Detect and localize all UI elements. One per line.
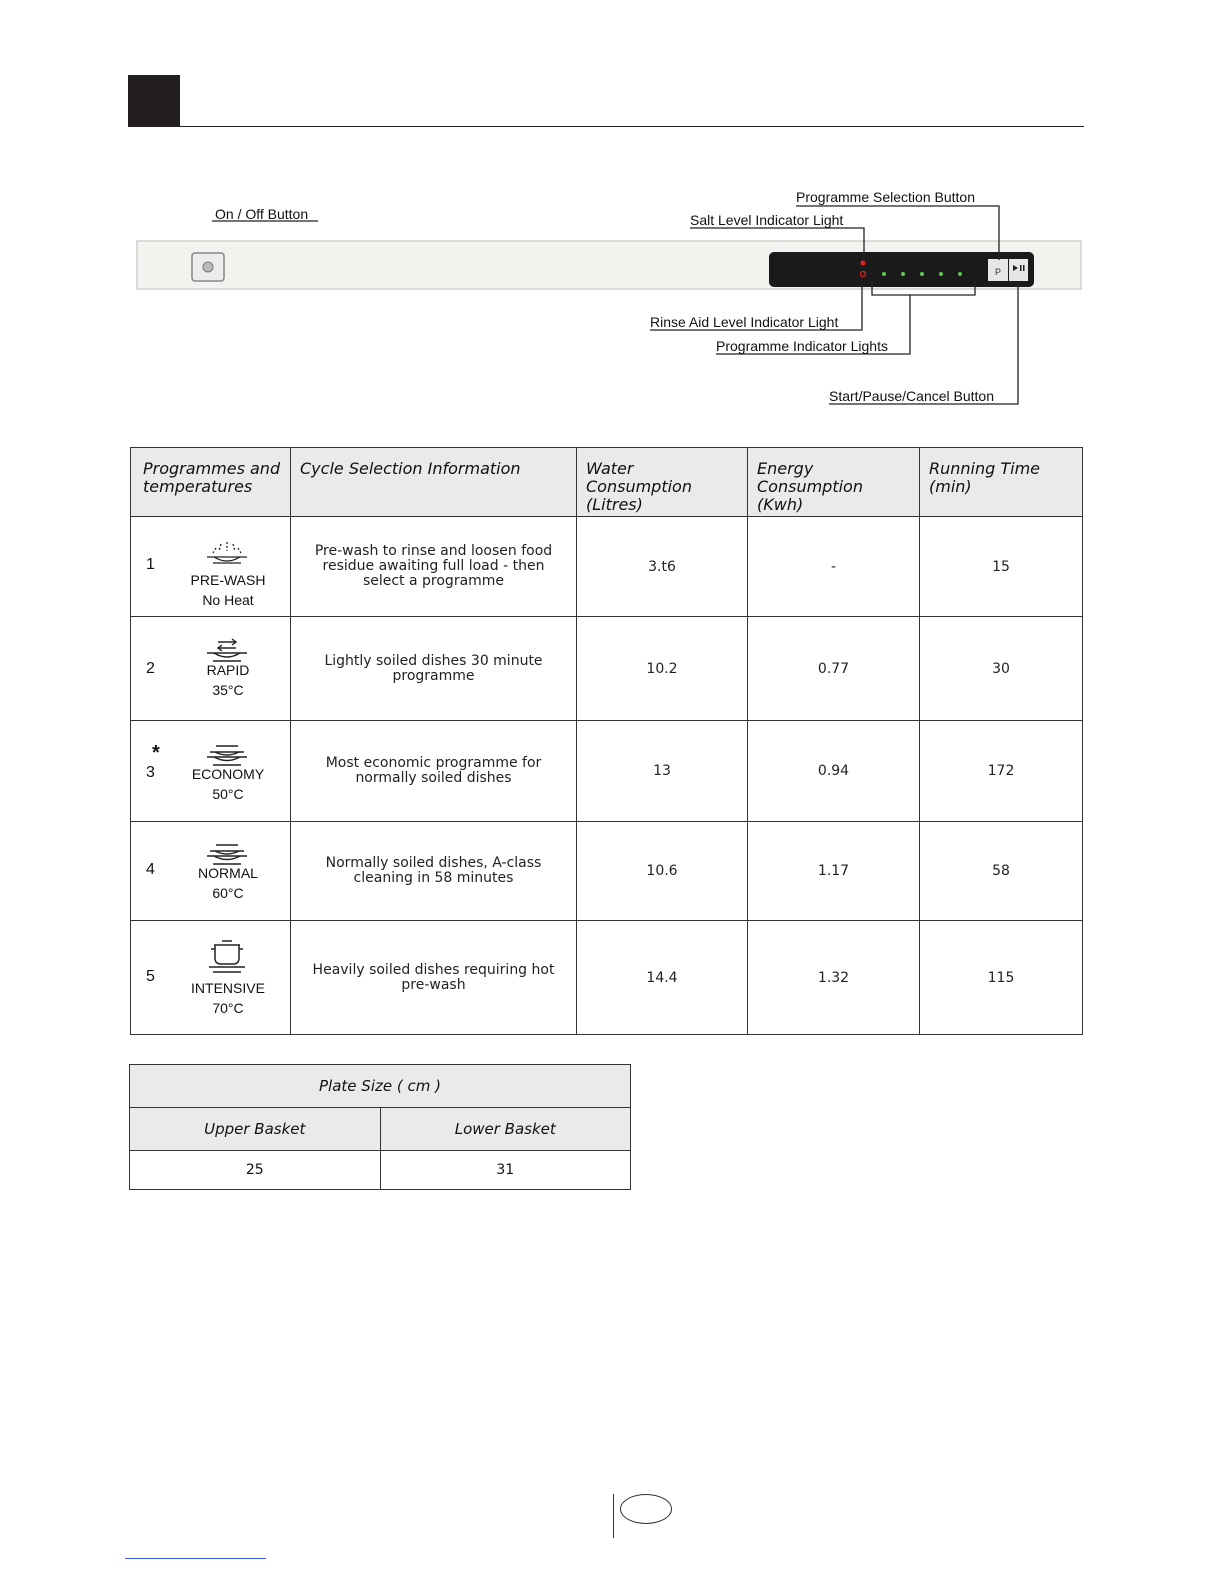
programme-cell (131, 822, 291, 921)
programme-cell (131, 921, 291, 1035)
programme-number: 2 (146, 660, 155, 677)
programme-led-5 (958, 272, 962, 276)
start-pause-cancel-label: Start/Pause/Cancel Button (829, 388, 994, 404)
recommended-star: * (152, 742, 160, 764)
table-row (131, 721, 1083, 822)
programme-cell (131, 517, 291, 617)
plate-size-value-row (130, 1151, 631, 1190)
plate-size-title: Plate Size ( cm ) (130, 1065, 631, 1108)
time-value: 58 (920, 822, 1083, 921)
footer-underline (125, 1558, 266, 1559)
table-row (131, 921, 1083, 1035)
energy-value: 1.32 (748, 921, 920, 1035)
programme-led-4 (939, 272, 943, 276)
water-value: 13 (577, 721, 748, 822)
page-number-divider (613, 1494, 614, 1538)
language-badge (620, 1494, 672, 1524)
table-row (131, 617, 1083, 721)
salt-led (861, 261, 866, 266)
programme-selection-label: Programme Selection Button (796, 189, 975, 205)
water-value: 3.t6 (577, 517, 748, 617)
programme-number: 4 (146, 861, 155, 878)
time-value: 115 (920, 921, 1083, 1035)
programme-temperature: No Heat (202, 592, 254, 608)
cycle-info: Pre-wash to rinse and loosen food residue awaiting full load - then select a programme (291, 517, 577, 617)
table-row (131, 517, 1083, 617)
programme-temperature: 35°C (212, 682, 244, 698)
cycle-info: Most economic programme for normally soiled dishes (291, 721, 577, 822)
programme-temperature: 70°C (212, 1000, 244, 1016)
programme-name: ECONOMY (191, 766, 265, 782)
header-water: Water Consumption (Litres) (577, 448, 748, 517)
header-energy: Energy Consumption (Kwh) (748, 448, 920, 517)
intensive-icon (202, 936, 252, 979)
header-running-time: Running Time (min) (920, 448, 1083, 517)
cycle-info: Lightly soiled dishes 30 minute programme (291, 617, 577, 721)
prewash-icon (202, 530, 252, 569)
table-row (131, 822, 1083, 921)
water-value: 10.6 (577, 822, 748, 921)
energy-value: 0.77 (748, 617, 920, 721)
programme-name: INTENSIVE (191, 980, 265, 996)
programme-led-1 (882, 272, 886, 276)
programme-temperature: 60°C (212, 885, 244, 901)
rinse-aid-label: Rinse Aid Level Indicator Light (650, 314, 839, 330)
cycle-info: Heavily soiled dishes requiring hot pre-wash (291, 921, 577, 1035)
start-pause-button-shape (1009, 259, 1028, 281)
plate-size-title-row (130, 1065, 631, 1108)
programme-number: 1 (146, 556, 155, 573)
upper-basket-header: Upper Basket (130, 1108, 381, 1151)
lower-basket-value: 31 (380, 1151, 631, 1190)
header-cycle-info: Cycle Selection Information (291, 448, 577, 517)
lower-basket-header: Lower Basket (380, 1108, 631, 1151)
time-value: 15 (920, 517, 1083, 617)
programme-table (130, 447, 1083, 1035)
on-off-button-label: On / Off Button (215, 206, 309, 222)
section-header-block (128, 75, 180, 127)
energy-value: 1.17 (748, 822, 920, 921)
programme-led-3 (920, 272, 924, 276)
salt-level-label: Salt Level Indicator Light (690, 212, 844, 228)
header-programmes: Programmes and temperatures (131, 448, 291, 517)
energy-value: 0.94 (748, 721, 920, 822)
section-header-rule (180, 126, 1084, 127)
time-value: 30 (920, 617, 1083, 721)
programme-button-label: P (994, 267, 1002, 277)
programme-led-2 (901, 272, 905, 276)
upper-basket-value: 25 (130, 1151, 381, 1190)
programme-cell (131, 617, 291, 721)
water-value: 10.2 (577, 617, 748, 721)
programme-temperature: 50°C (212, 786, 244, 802)
plate-size-header-row (130, 1108, 631, 1151)
programme-name: PRE-WASH (190, 572, 266, 588)
cycle-info: Normally soiled dishes, A-class cleaning in 58 minutes (291, 822, 577, 921)
programme-number: 3 (146, 764, 155, 781)
programme-indicator-label: Programme Indicator Lights (716, 338, 888, 354)
control-panel-diagram (0, 170, 1224, 420)
water-value: 14.4 (577, 921, 748, 1035)
programme-table-header-row (131, 448, 1083, 517)
programme-number: 5 (146, 968, 155, 985)
energy-value: - (748, 517, 920, 617)
programme-name: RAPID (206, 662, 250, 678)
programme-name: NORMAL (198, 865, 258, 881)
programme-cell (131, 721, 291, 822)
time-value: 172 (920, 721, 1083, 822)
plate-size-table (129, 1064, 631, 1190)
power-icon (203, 262, 213, 272)
